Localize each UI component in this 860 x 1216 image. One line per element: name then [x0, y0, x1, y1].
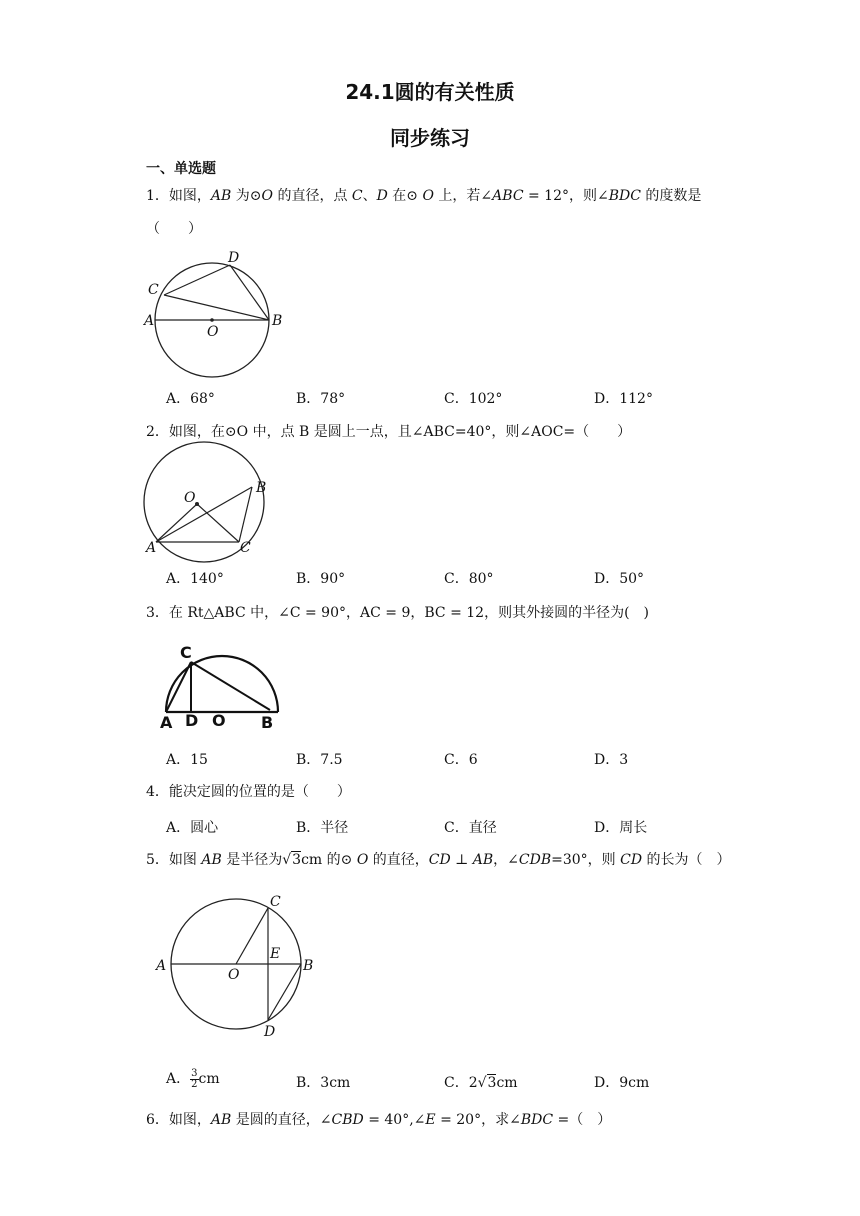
question-5-stem: 5．如图 AB 是半径为√3cm 的⊙ O 的直径，CD ⊥ AB，∠CDB=30°，则 CD 的长为（ ） — [146, 852, 731, 868]
label-o: O — [228, 967, 240, 983]
document-title: 24.1圆的有关性质 — [345, 80, 515, 104]
label-d: D — [228, 250, 240, 266]
option-a[interactable]: A．15 — [166, 752, 208, 768]
label-b: B — [261, 713, 274, 732]
label-d: D — [264, 1024, 276, 1040]
label-e: E — [270, 946, 281, 962]
radius-oc — [236, 908, 268, 964]
option-a[interactable]: A．圆心 — [166, 820, 219, 836]
option-a[interactable]: A．140° — [166, 571, 224, 587]
chord-cb — [239, 487, 252, 542]
question-3-options — [166, 749, 766, 769]
label-b: B — [303, 958, 314, 974]
option-d[interactable]: D．50° — [594, 571, 645, 587]
option-b[interactable]: B．78° — [296, 391, 346, 407]
question-1-answer-paren: （ ） — [146, 221, 202, 237]
label-a: A — [156, 958, 167, 974]
segment-oa — [156, 504, 197, 542]
question-1-figure — [140, 248, 290, 383]
label-c: C — [240, 540, 251, 556]
question-1-stem: 1．如图，AB 为⊙O 的直径，点 C、D 在⊙ O 上，若∠ABC = 12°，则∠BDC 的度数是 — [146, 188, 702, 204]
option-c[interactable]: C．直径 — [444, 820, 497, 836]
option-b[interactable]: B．半径 — [296, 820, 349, 836]
label-a: A — [160, 713, 173, 732]
option-a[interactable]: A． $\frac{3}{2}$ cm — [166, 1067, 220, 1090]
document-subtitle: 同步练习 — [390, 126, 470, 150]
section-heading: 一、单选题 — [146, 161, 216, 177]
label-o: O — [212, 711, 226, 730]
question-3-stem: 3．在 Rt△ABC 中，∠C = 90°，AC = 9，BC = 12，则其外接圆的半径为( ) — [146, 605, 649, 621]
option-d[interactable]: D．周长 — [594, 820, 648, 836]
label-a: A — [144, 313, 155, 329]
label-o: O — [184, 490, 196, 506]
segment-oc — [197, 504, 239, 542]
label-a: A — [146, 540, 157, 556]
label-b: B — [272, 313, 283, 329]
question-5-figure — [152, 890, 327, 1040]
fraction: $\frac{3}{2}$ — [191, 1067, 198, 1090]
question-2-figure — [138, 450, 278, 565]
label-c: C — [270, 894, 281, 910]
label-c: C — [180, 643, 192, 662]
option-a[interactable]: A．68° — [166, 391, 215, 407]
chord-ab — [156, 487, 252, 542]
label-o: O — [207, 324, 219, 340]
option-c[interactable]: C．80° — [444, 571, 494, 587]
option-d[interactable]: D．9cm — [594, 1075, 650, 1091]
question-3-figure — [158, 640, 288, 735]
option-d[interactable]: D．112° — [594, 391, 653, 407]
option-c[interactable]: C．6 — [444, 752, 478, 768]
option-c[interactable]: C．102° — [444, 391, 503, 407]
label-b: B — [256, 480, 267, 496]
segment-ac — [166, 662, 191, 712]
chord-cd — [164, 265, 230, 295]
option-b[interactable]: B．90° — [296, 571, 346, 587]
label-c: C — [148, 282, 159, 298]
center-dot — [210, 318, 214, 322]
center-dot — [195, 502, 199, 506]
question-4-stem: 4．能决定圆的位置的是（ ） — [146, 784, 351, 800]
question-5-options — [166, 1068, 766, 1096]
question-6-stem: 6．如图，AB 是圆的直径，∠CBD = 40°,∠E = 20°，求∠BDC =（ ） — [146, 1112, 612, 1128]
question-2-options — [166, 568, 766, 588]
label-d: D — [185, 711, 199, 730]
chord-db — [268, 964, 301, 1020]
option-d[interactable]: D．3 — [594, 752, 629, 768]
sqrt-radicand: 3 — [292, 852, 302, 868]
option-b[interactable]: B．7.5 — [296, 752, 343, 768]
question-1-options — [166, 388, 766, 408]
option-b[interactable]: B．3cm — [296, 1075, 351, 1091]
option-c[interactable]: C．2√3cm — [444, 1075, 518, 1091]
question-4-options — [166, 817, 766, 837]
question-2-stem: 2．如图，在⊙O 中，点 B 是圆上一点，且∠ABC=40°，则∠AOC=（ ） — [146, 424, 632, 440]
